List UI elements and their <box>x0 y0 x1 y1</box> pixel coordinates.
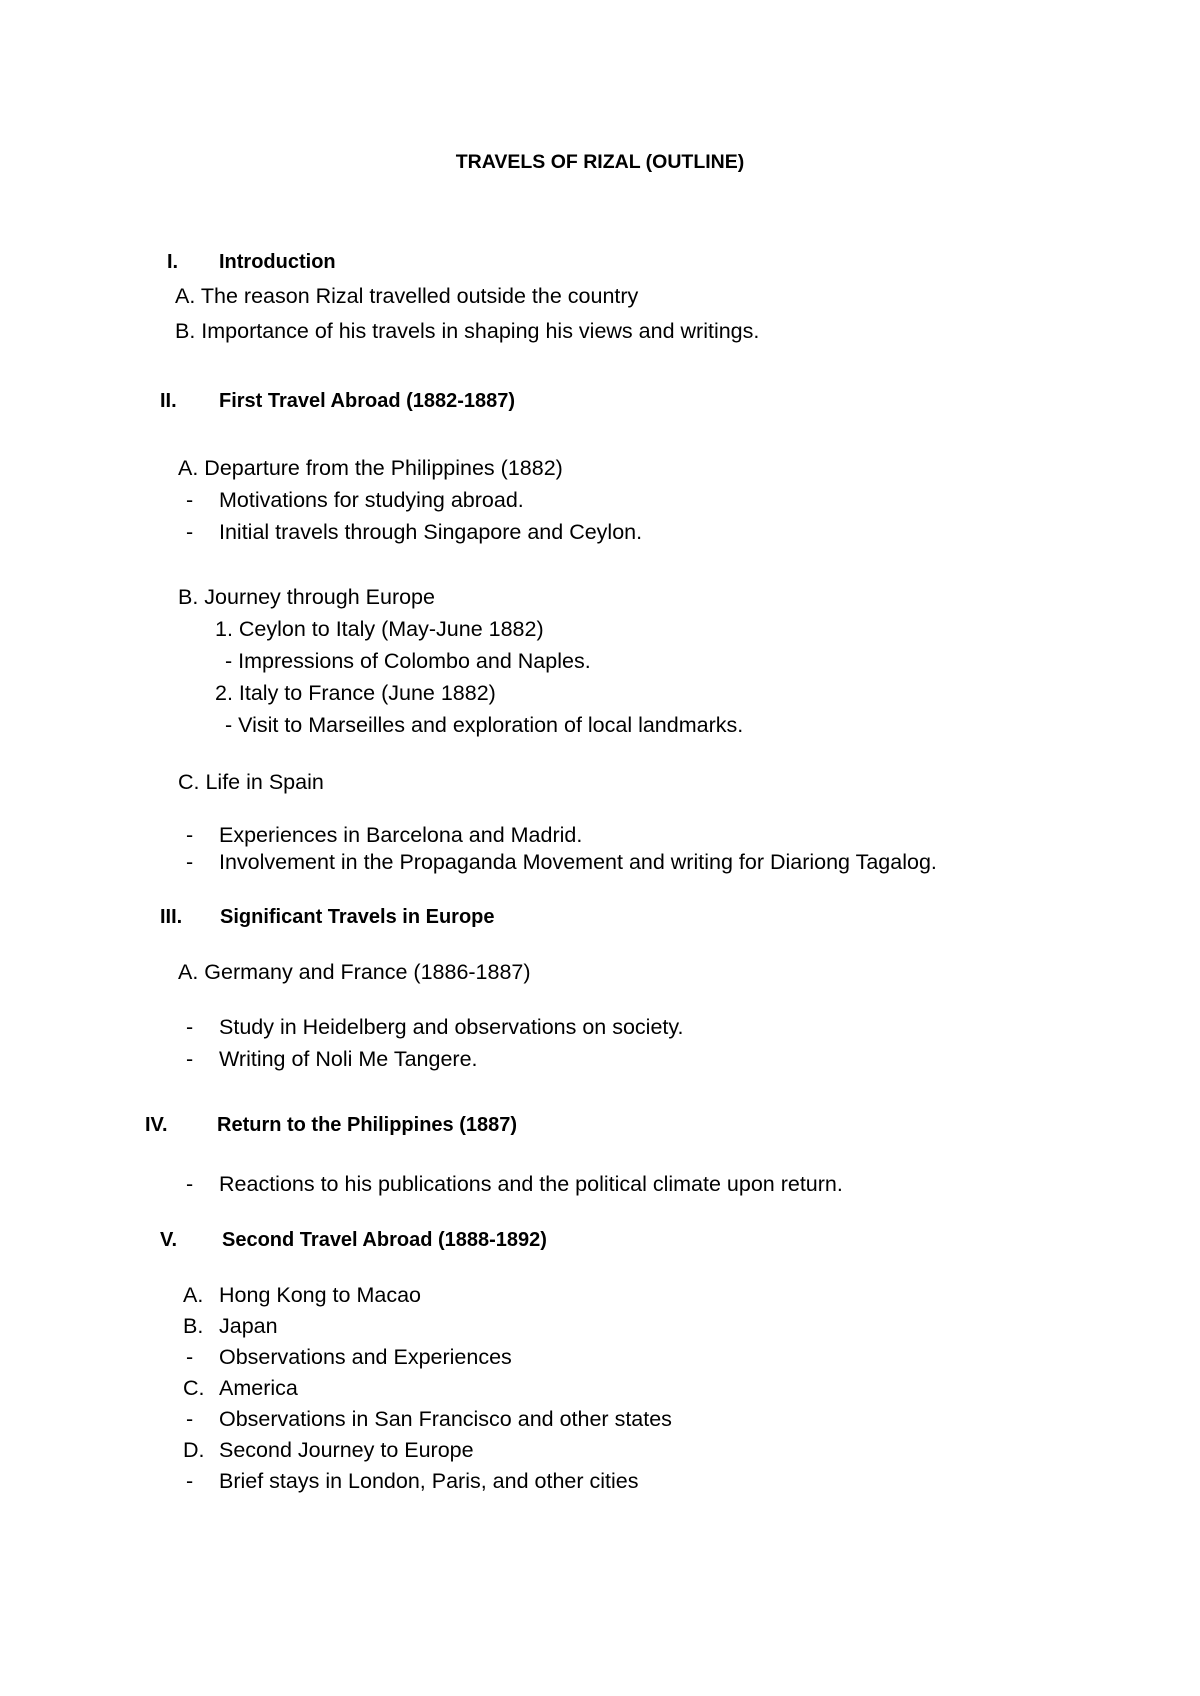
list-marker: C. <box>183 1376 205 1400</box>
bullet-text: Motivations for studying abroad. <box>219 488 524 512</box>
bullet-dash: - <box>186 488 194 512</box>
list-item: Hong Kong to Macao <box>219 1283 421 1307</box>
bullet-text: Reactions to his publications and the political climate upon return. <box>219 1172 843 1196</box>
outline-item: C. Life in Spain <box>178 770 324 794</box>
section-heading: Introduction <box>219 251 336 273</box>
section-heading: Second Travel Abroad (1888-1892) <box>222 1229 547 1251</box>
outline-subnote: - Impressions of Colombo and Naples. <box>225 649 591 673</box>
list-item: Second Journey to Europe <box>219 1438 474 1462</box>
document-title: TRAVELS OF RIZAL (OUTLINE) <box>455 151 745 173</box>
outline-item: B. Importance of his travels in shaping his views and writings. <box>175 319 760 343</box>
list-marker: D. <box>183 1438 205 1462</box>
outline-subitem: 2. Italy to France (June 1882) <box>215 681 496 705</box>
outline-subitem: 1. Ceylon to Italy (May-June 1882) <box>215 617 544 641</box>
bullet-dash: - <box>186 850 194 874</box>
list-item: America <box>219 1376 298 1400</box>
bullet-text: Experiences in Barcelona and Madrid. <box>219 823 583 847</box>
bullet-text: Observations in San Francisco and other states <box>219 1407 672 1431</box>
section-numeral: IV. <box>145 1114 168 1136</box>
section-heading: First Travel Abroad (1882-1887) <box>219 390 516 412</box>
outline-item: A. The reason Rizal travelled outside the country <box>175 284 639 308</box>
list-marker: A. <box>183 1283 204 1307</box>
bullet-text: Involvement in the Propaganda Movement and writing for Diariong Tagalog. <box>219 850 937 874</box>
section-numeral: I. <box>167 251 179 273</box>
bullet-text: Study in Heidelberg and observations on society. <box>219 1015 684 1039</box>
bullet-dash: - <box>186 1047 194 1071</box>
bullet-dash: - <box>186 1015 194 1039</box>
list-marker: B. <box>183 1314 204 1338</box>
section-numeral: III. <box>160 906 183 928</box>
outline-item: A. Germany and France (1886-1887) <box>178 960 531 984</box>
outline-subnote: - Visit to Marseilles and exploration of local landmarks. <box>225 713 744 737</box>
bullet-text: Initial travels through Singapore and Ceylon. <box>219 520 643 544</box>
section-numeral: V. <box>160 1229 178 1251</box>
section-heading: Significant Travels in Europe <box>220 906 495 928</box>
bullet-text: Writing of Noli Me Tangere. <box>219 1047 478 1071</box>
list-item: Japan <box>219 1314 278 1338</box>
bullet-text: Observations and Experiences <box>219 1345 512 1369</box>
outline-item: B. Journey through Europe <box>178 585 435 609</box>
bullet-dash: - <box>186 1172 194 1196</box>
section-numeral: II. <box>160 390 177 412</box>
bullet-dash: - <box>186 1345 194 1369</box>
bullet-dash: - <box>186 823 194 847</box>
outline-item: A. Departure from the Philippines (1882) <box>178 456 563 480</box>
bullet-dash: - <box>186 1469 194 1493</box>
section-heading: Return to the Philippines (1887) <box>217 1114 518 1136</box>
bullet-dash: - <box>186 1407 194 1431</box>
bullet-dash: - <box>186 520 194 544</box>
bullet-text: Brief stays in London, Paris, and other cities <box>219 1469 639 1493</box>
